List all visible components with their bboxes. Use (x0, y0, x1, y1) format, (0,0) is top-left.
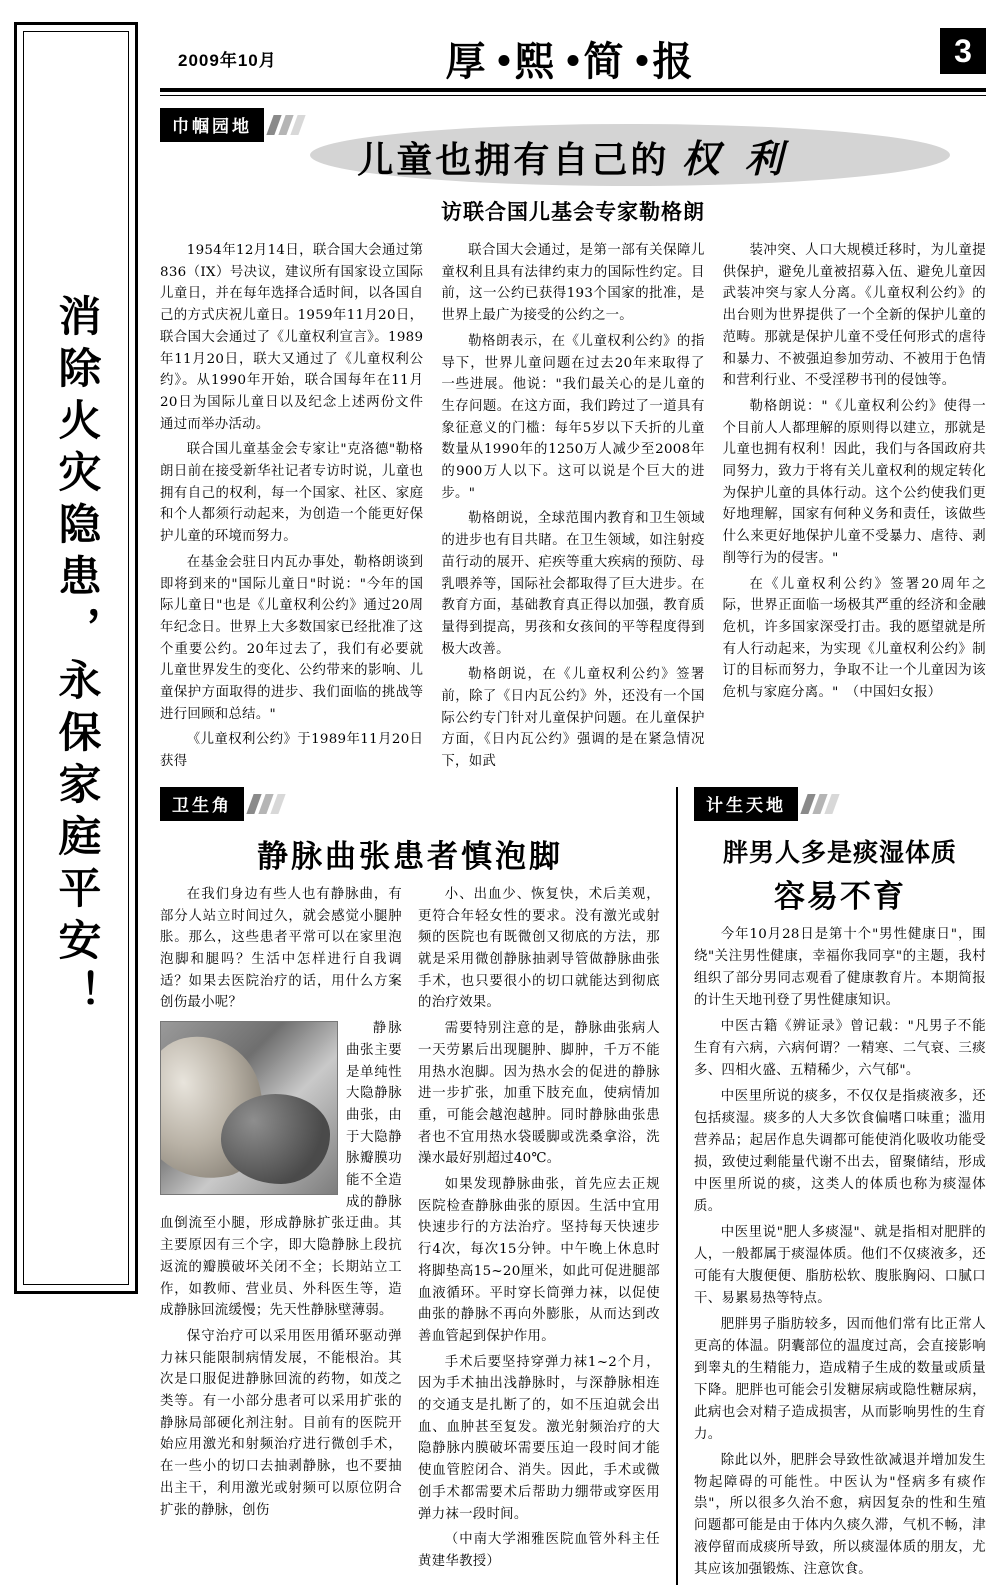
paragraph: 今年10月28日是第十个"男性健康日"，围绕"关注男性健康，幸福你我同享"的主题，我村组织了部分男同志观看了健康教育片。本期简报的计生天地刊登了男性健康知识。 (694, 926, 986, 1008)
article2-title: 静脉曲张患者慎泡脚 (257, 838, 563, 875)
paragraph: 肥胖男子脂肪较多，因而他们常有比正常人更高的体温。阴囊部位的温度过高，会直接影响到睾丸的生精能力，造成精子生成的数量或质量下降。肥胖也可能会引发糖尿病或隐性糖尿病，此病也会对精子造成损害，从而影响男性的生育力。 (694, 1316, 986, 1442)
article3-title-line2: 容易不育 (774, 878, 906, 915)
bottom-section (160, 787, 986, 1585)
section-tag-label: 卫生角 (160, 787, 244, 821)
paragraph: 勒格朗说："《儿童权利公约》使得一个目前人人都理解的原则得以建立，那就是儿童也拥有权利！因此，我们与各国政府共同努力，致力于将有关儿童权利的规定转化为保护儿童的具体行动。这个公约使我们更好地理解，国家有何种义务和责任，该做些什么来更好地保护儿童不受暴力、虐待、剥削等行为的侵害。" (722, 398, 986, 566)
article-varicose-veins (160, 787, 676, 1585)
title-dot-icon (568, 55, 579, 66)
side-banner-inner (23, 31, 129, 1285)
title-char-1: 厚 (445, 38, 494, 85)
page-content (160, 22, 986, 1585)
slash-decoration-icon (804, 794, 836, 814)
paragraph: 除此以外，肥胖会导致性欲减退并增加发生物起障碍的可能性。中医认为"怪病多有痰作祟"，所以很多久治不愈，病因复杂的性和生殖问题都可能是由于体内久痰久滞，气机不畅，津液停留而成痰所导致，所以痰湿体质的朋友，尤其应该加强锻炼、注意饮食。 (694, 1452, 986, 1578)
article1-title-main: 儿童也拥有自己的 (357, 139, 670, 181)
article1-column-2 (441, 240, 704, 777)
paragraph: 勒格朗表示，在《儿童权利公约》的指导下，世界儿童问题在过去20年来取得了一些进展。他说："我们最关心的是儿童的生存问题。在这方面，我们跨过了一道具有象征意义的门槛：每年5岁以下夭折的儿童数量从1990年的1250万人减少至2008年的900万人以下。这可以说是个巨大的进步。" (441, 333, 705, 501)
article1-title-emph: 权 利 (681, 136, 789, 181)
title-dot-icon (499, 55, 510, 66)
article1-headline-wrap (160, 118, 986, 192)
paragraph: 保守治疗可以采用医用循环驱动弹力袜只能限制病情发展，不能根治。其次是口服促进静脉回流的药物，如茂之类等。有一小部分患者可以采用扩张的静脉局部硬化剂注射。目前有的医院开始应用激光和射频治疗进行微创手术，在一些小的切口去抽剥静脉，也不要抽出主干，利用激光或射频可以原位阴合扩张的静脉，创伤 (160, 1328, 402, 1518)
paragraph: 联合国儿童基金会专家让"克洛德"勒格朗日前在接受新华社记者专访时说，儿童也拥有自己的权利，每一个国家、社区、家庭和个人都须行动起来，为创造一个能更好保护儿童的环境而努力。 (160, 442, 424, 545)
paragraph: 如果发现静脉曲张，首先应去正规医院检查静脉曲张的原因。生活中宜用快速步行的方法治疗。坚持每天快速步行4次，每次15分钟。中午晚上休息时将脚垫高15~20厘米，如此可促进腿部血液循环。平时穿长筒弹力袜，以促使曲张的静脉不再向外膨胀，从而达到改善血管起到保护作用。 (418, 1177, 660, 1344)
paragraph: 手术后要坚持穿弹力袜1~2个月，因为手术抽出浅静脉时，与深静脉相连的交通支是扎断了的，如不压迫就会出血、血肿甚至复发。激光射频治疗的大隐静脉内膜破坏需要压迫一段时间才能使血管腔闭合、消失。因此，手术或微创手术都需要术后帮助力绷带或穿医用弹力袜一段时间。 (418, 1354, 660, 1522)
article-male-fertility (676, 787, 986, 1585)
side-banner-text: 消除火灾隐患，永保家庭平安！ (51, 294, 102, 1022)
paragraph: 装冲突、人口大规模迁移时，为儿童提供保护，避免儿童被招募入伍、避免儿童因武装冲突与家人分离。《儿童权利公约》的出台则为世界提供了一个全新的保护儿童的范畴。那就是保护儿童不受任何形式的虐待和暴力、不被强迫参加劳动、不被用于色情和营利行业、不受淫秽书刊的侵蚀等。 (722, 243, 986, 389)
article2-column-1 (160, 884, 402, 1577)
article1-column-1 (160, 240, 423, 777)
paragraph: 中医里说"肥人多痰湿"、就是指相对肥胖的人，一般都属于痰湿体质。他们不仅痰液多，还可能有大腹便便、脂肪松软、腹胀胸闷、口腻口干、易累易热等特点。 (694, 1224, 986, 1306)
paragraph: 在《儿童权利公约》签署20周年之际，世界正面临一场极其严重的经济和金融危机，许多国家深受打击。我的愿望就是所有人行动起来，为实现《儿童权利公约》制订的目标而努力，争取不让一个儿童因为该危机与家庭分离。" （中国妇女报） (722, 576, 986, 701)
paragraph: 勒格朗说，在《儿童权利公约》签署前，除了《日内瓦公约》外，还没有一个国际公约专门针对儿童保护问题。在儿童保护方面，《日内瓦公约》强调的是在紧急情况下，如武 (441, 667, 705, 770)
title-char-2: 熙 (514, 38, 563, 85)
masthead (160, 22, 986, 86)
article2-columns (160, 884, 660, 1577)
title-dot-icon (637, 55, 648, 66)
article-children-rights (160, 108, 986, 777)
paragraph: 在基金会驻日内瓦办事处，勒格朗谈到即将到来的"国际儿童日"时说："今年的国际儿童日"也是《儿童权利公约》通过20周年纪念日。世界上大多数国家已经批准了这个重要公约。20年过去了，我们有必要就儿童世界发生的变化、公约带来的影响、儿童保护方面取得的进步、我们面临的挑战等进行回顾和总结。" (160, 554, 424, 722)
article2-photo (160, 1021, 338, 1195)
paragraph: 中医古籍《辨证录》曾记载："凡男子不能生育有六病，六病何谓？一精寒、二气衰、三痰多、四相火盛、五精稀少，六气郁"。 (694, 1018, 986, 1078)
article1-column-3 (723, 240, 986, 777)
page-number: 3 (940, 28, 986, 74)
slash-decoration-icon (250, 794, 282, 814)
paragraph: 勒格朗说，全球范围内教育和卫生领域的进步也有目共睹。在卫生领域，如注射疫苗行动的展开、疟疾等重大疾病的预防、母乳喂养等，国际社会都取得了巨大进步。在教育方面，基础教育真正得以加强，教育质量得到提高，男孩和女孩间的平等程度得到极大改善。 (441, 511, 705, 657)
paragraph: 中医里所说的痰多，不仅仅是指痰液多，还包括痰湿。痰多的人大多饮食偏嗜口味重；滥用营养品；起居作息失调都可能使消化吸收功能受损，致使过剩能量代谢不出去，留聚储结，形成中医里所说的痰，这类人的体质也称为痰湿体质。 (694, 1088, 986, 1214)
section-tag-label: 计生天地 (694, 787, 798, 821)
section-tag-label: 巾帼园地 (160, 108, 264, 142)
article3-title-line1: 胖男人多是痰湿体质 (722, 837, 957, 867)
article1-columns (160, 240, 986, 777)
paragraph: 需要特别注意的是，静脉曲张病人一天劳累后出现腿肿、脚肿，千万不能用热水泡脚。因为热水会的促进的静脉进一步扩张，加重下肢充血，使病情加重，可能会越泡越肿。同时静脉曲张患者也不宜用热水袋暖脚或洗桑拿浴，洗澡水最好别超过40℃。 (418, 1021, 660, 1167)
paragraph: 在我们身边有些人也有静脉曲，有部分人站立时间过久，就会感觉小腿肿胀。那么，这些患者平常可以在家里泡泡脚和腿吗？生活中怎样进行自我调适？如果去医院治疗的话，用什么方案创伤最小呢？ (160, 886, 402, 1011)
side-banner (14, 22, 138, 1294)
section-tag-family-planning (694, 787, 986, 821)
article1-subtitle: 访联合国儿基会专家勒格朗 (441, 199, 705, 224)
masthead-rule-thick (160, 88, 986, 92)
section-tag-health (160, 787, 660, 821)
paragraph: 1954年12月14日，联合国大会通过第836（IX）号决议，建议所有国家设立国际儿童日，并在每年选择合适时间，以各国自己的方式庆祝儿童日。1959年11月20日，联合国大会通过了《儿童权利宣言》。1989年11月20日，联大又通过了《儿童权利公约》。从1990年开始，联合国每年在11月20日为国际儿童日以及纪念上述两份文件通过而举办活动。 (160, 243, 424, 432)
paragraph: 小、出血少、恢复快，术后美观，更符合年轻女性的要求。没有激光或射频的医院也有既微创又彻底的方法，那就是采用微创静脉抽剥导管做静脉曲张手术，也只要很小的切口就能达到彻底的治疗效果。 (418, 886, 660, 1011)
article1-title (160, 128, 986, 183)
article2-signature: （中南大学湘雅医院血管外科主任黄建华教授） (418, 1532, 660, 1569)
paragraph: 《儿童权利公约》于1989年11月20日获得 (160, 732, 424, 770)
issue-date: 2009年10月 (178, 51, 277, 70)
masthead-rule-thin (160, 95, 986, 96)
paragraph: 联合国大会通过，是第一部有关保障儿童权利且具有法律约束力的国际性约定。目前，这一公约已获得193个国家的批准，是世界上最广为接受的公约之一。 (441, 243, 705, 324)
publication-title (446, 30, 701, 87)
paragraph: 静脉曲张主要是单纯性大隐静脉曲张，由于大隐静脉瓣膜功能不全造成的静脉血倒流至小腿，形成静脉扩张迂曲。其主要原因有三个字，即大隐静脉上段抗返流的瓣膜破坏关闭不全；长期站立工作，如教师、营业员、外科医生等，造成静脉回流缓慢；先天性静脉壁薄弱。 (160, 1021, 402, 1319)
title-char-4: 报 (652, 38, 701, 85)
article2-column-2 (418, 884, 660, 1577)
title-char-3: 简 (583, 38, 632, 85)
